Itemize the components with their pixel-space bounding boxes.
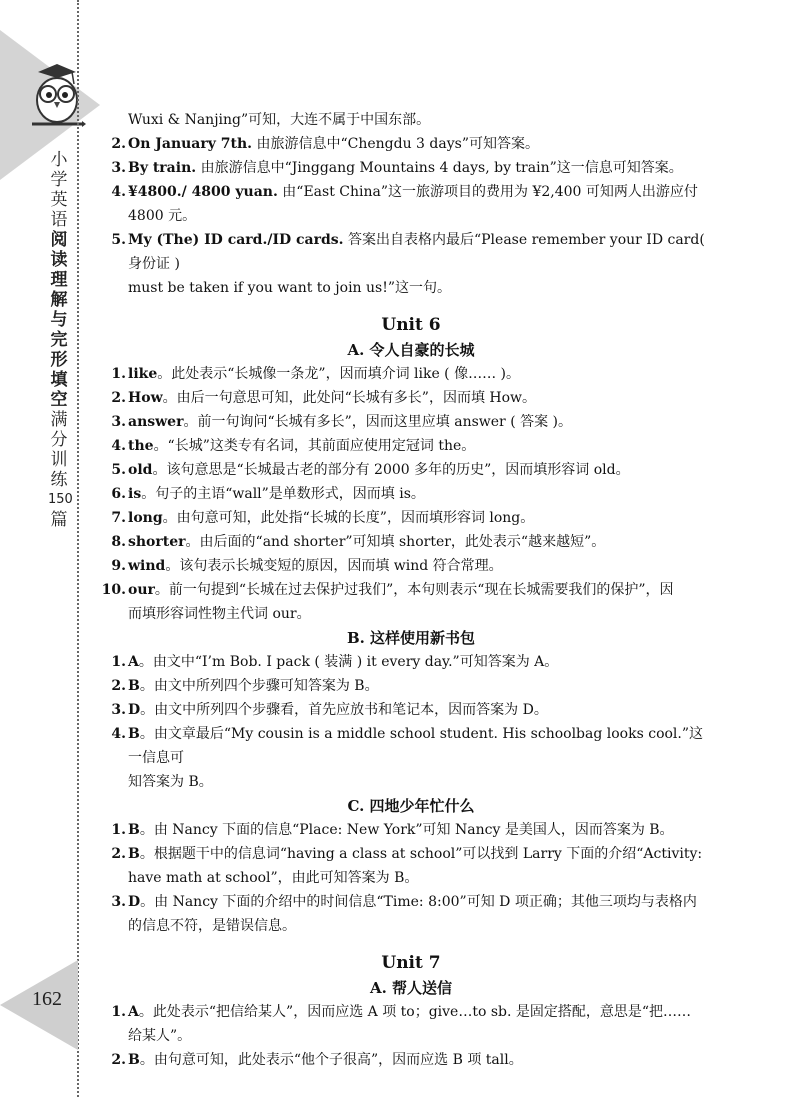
series-title-char: 英 [50,190,68,210]
answer-item [106,506,716,530]
answer-number: 9. [111,558,126,574]
answer-key: B [128,846,140,862]
series-title-char: 形 [50,350,68,370]
answer-number: 2. [111,1052,126,1068]
answer-key: A [128,654,139,670]
answer-explanation: 。该句意思是“长城最古老的部分有 2000 多年的历史”，因而填形容词 old。 [152,462,630,478]
answer-key: By train. [128,160,197,176]
answer-item [106,554,716,578]
series-title-char: 填 [50,370,68,390]
answer-number: 5. [111,462,126,478]
answer-item [106,386,716,410]
answer-number: 7. [111,510,126,526]
answer-item [106,674,716,698]
series-title-char: 150 [48,492,73,507]
answer-number: 10. [101,582,126,598]
binding-dotted-line [77,0,79,1097]
answer-item [106,228,716,276]
series-title-char: 小 [50,150,68,170]
answer-item [106,156,716,180]
answer-explanation: 。此处表示“把信给某人”，因而应选 A 项 to；give…to sb. 是固定搭配，意思是“把…… [138,1004,692,1020]
answer-item [106,698,716,722]
answer-item [106,108,716,132]
series-title-char: 读 [50,250,68,270]
answer-explanation: 。由后面的“and shorter”可知填 shorter，此处表示“越来越短”。 [185,534,606,550]
answer-item [106,482,716,506]
answer-explanation: 。由文中所列四个步骤看，首先应放书和笔记本，因而答案为 D。 [140,702,548,718]
series-title-char: 理 [50,270,68,290]
answer-explanation: 。“长城”这类专有名词，其前面应使用定冠词 the。 [153,438,476,454]
answer-number: 3. [111,702,126,718]
answer-key: My (The) ID card./ID cards. [128,232,344,248]
answer-continuation: 而填形容词性物主代词 our。 [128,606,311,622]
series-title-char: 解 [50,290,68,310]
answer-key: ¥4800./ 4800 yuan. [128,184,278,200]
section-title: A. 帮人送信 [369,979,453,997]
answer-continuation: 知答案为 B。 [128,774,213,790]
answer-item [106,362,716,386]
series-title-char: 阅 [50,230,68,250]
answer-key: How [128,390,163,406]
answer-explanation: 。由文章最后“My cousin is a middle school student. His schoolbag looks cool.”这一信息可 [128,726,704,766]
answer-item [106,434,716,458]
page-number: 162 [32,988,62,1010]
answer-key: On January 7th. [128,136,253,152]
answer-number: 3. [111,414,126,430]
section-items [106,650,716,794]
answer-explanation: 答案出自表格内最后“Please remember your ID card( 身份证 ) [128,232,705,272]
answer-explanation: 。该句表示长城变短的原因，因而填 wind 符合常理。 [165,558,503,574]
section-title: C. 四地少年忙什么 [347,797,475,815]
answer-item [106,890,716,914]
answer-key: D [128,894,141,910]
answer-explanation: 。由 Nancy 下面的信息“Place: New York”可知 Nancy 是美国人，因而答案为 B。 [139,822,674,838]
answer-key: B [128,822,140,838]
answer-continuation: must be taken if you want to join us!”这一句。 [128,280,451,296]
answer-key: shorter [128,534,186,550]
series-title-vertical [48,150,73,530]
answer-explanation: 。由文中所列四个步骤可知答案为 B。 [139,678,379,694]
answer-number: 2. [111,390,126,406]
answer-number: 5. [111,232,126,248]
answer-number: 1. [111,1004,126,1020]
answer-key: the [128,438,154,454]
series-title-char: 空 [50,390,68,410]
section-title: B. 这样使用新书包 [346,629,476,647]
answer-item [106,410,716,434]
series-title-char: 练 [50,470,68,490]
answer-number: 4. [111,438,126,454]
series-title-char: 语 [50,210,68,230]
series-title-char: 学 [50,170,68,190]
series-title-char: 训 [50,450,68,470]
answer-key: long [128,510,163,526]
answer-key: A [128,1004,139,1020]
answer-explanation: 。此处表示“长城像一条龙”，因而填介词 like ( 像…… )。 [157,366,521,382]
answer-number: 2. [111,678,126,694]
answer-number: 1. [111,654,126,670]
answer-explanation: Wuxi & Nanjing”可知，大连不属于中国东部。 [128,112,431,128]
answer-explanation: 。前一句提到“长城在过去保护过我们”，本句则表示“现在长城需要我们的保护”，因 [154,582,674,598]
answer-number: 1. [111,366,126,382]
section-items [106,1000,716,1072]
prev-answers [106,108,716,300]
answer-explanation: 。句子的主语“wall”是单数形式，因而填 is。 [141,486,425,502]
answer-item [106,530,716,554]
series-title-char: 完 [50,330,68,350]
answer-key: B [128,1052,140,1068]
answer-explanation: 。由句意可知，此处指“长城的长度”，因而填形容词 long。 [162,510,535,526]
answer-explanation: 。由后一句意思可知，此处问“长城有多长”，因而填 How。 [162,390,537,406]
answer-continuation: have math at school”，由此可知答案为 B。 [128,870,419,886]
series-title-char: 与 [50,310,68,330]
answer-key: B [128,726,140,742]
answer-continuation: 的信息不符，是错误信息。 [128,918,296,934]
answer-key: wind [128,558,166,574]
answer-explanation: 由“East China”这一旅游项目的费用为 ¥2,400 可知两人出游应付 4800 元。 [128,184,698,224]
answer-item [106,722,716,770]
answer-explanation: 。前一句询问“长城有多长”，因而这里应填 answer ( 答案 )。 [183,414,573,430]
answer-explanation: 。由文中“I’m Bob. I pack ( 装满 ) it every day.”可知答案为 A。 [138,654,559,670]
section-title: A. 令人自豪的长城 [347,341,475,359]
answer-key: D [128,702,141,718]
answer-continuation: 给某人”。 [128,1028,192,1044]
answer-item [106,132,716,156]
answer-number: 4. [111,184,126,200]
series-title-char: 篇 [50,510,68,530]
series-title-char: 分 [50,430,68,450]
answer-key: our [128,582,155,598]
answer-key: like [128,366,158,382]
answer-explanation: 由旅游信息中“Jinggang Mountains 4 days, by train”这一信息可知答案。 [196,160,683,176]
answer-number: 2. [111,136,126,152]
unit-title: Unit 7 [381,953,441,973]
answer-item [106,1000,716,1024]
series-title-char: 满 [50,410,68,430]
answer-number: 3. [111,160,126,176]
answer-number: 3. [111,894,126,910]
answer-number: 1. [111,822,126,838]
answer-explanation: 。根据题干中的信息词“having a class at school”可以找到 Larry 下面的介绍“Activity: [139,846,703,862]
answer-content [101,108,716,1072]
answer-key: old [128,462,153,478]
answer-item [106,842,716,866]
answer-number: 8. [111,534,126,550]
answer-key: answer [128,414,184,430]
section-items [101,362,716,626]
answer-number: 2. [111,846,126,862]
answer-explanation: 由旅游信息中“Chengdu 3 days”可知答案。 [252,136,539,152]
answer-item [106,180,716,228]
answer-item [106,818,716,842]
answer-item [101,578,716,602]
section-items [106,818,716,938]
answer-item [106,650,716,674]
answer-item [106,458,716,482]
answer-key: B [128,678,140,694]
unit-title: Unit 6 [381,315,441,335]
answer-explanation: 。由句意可知，此处表示“他个子很高”，因而应选 B 项 tall。 [139,1052,523,1068]
answer-number: 4. [111,726,126,742]
answer-explanation: 。由 Nancy 下面的介绍中的时间信息“Time: 8:00”可知 D 项正确；其他三项均与表格内 [140,894,697,910]
answer-key: is [128,486,142,502]
answer-item [106,1048,716,1072]
answer-number: 6. [111,486,126,502]
